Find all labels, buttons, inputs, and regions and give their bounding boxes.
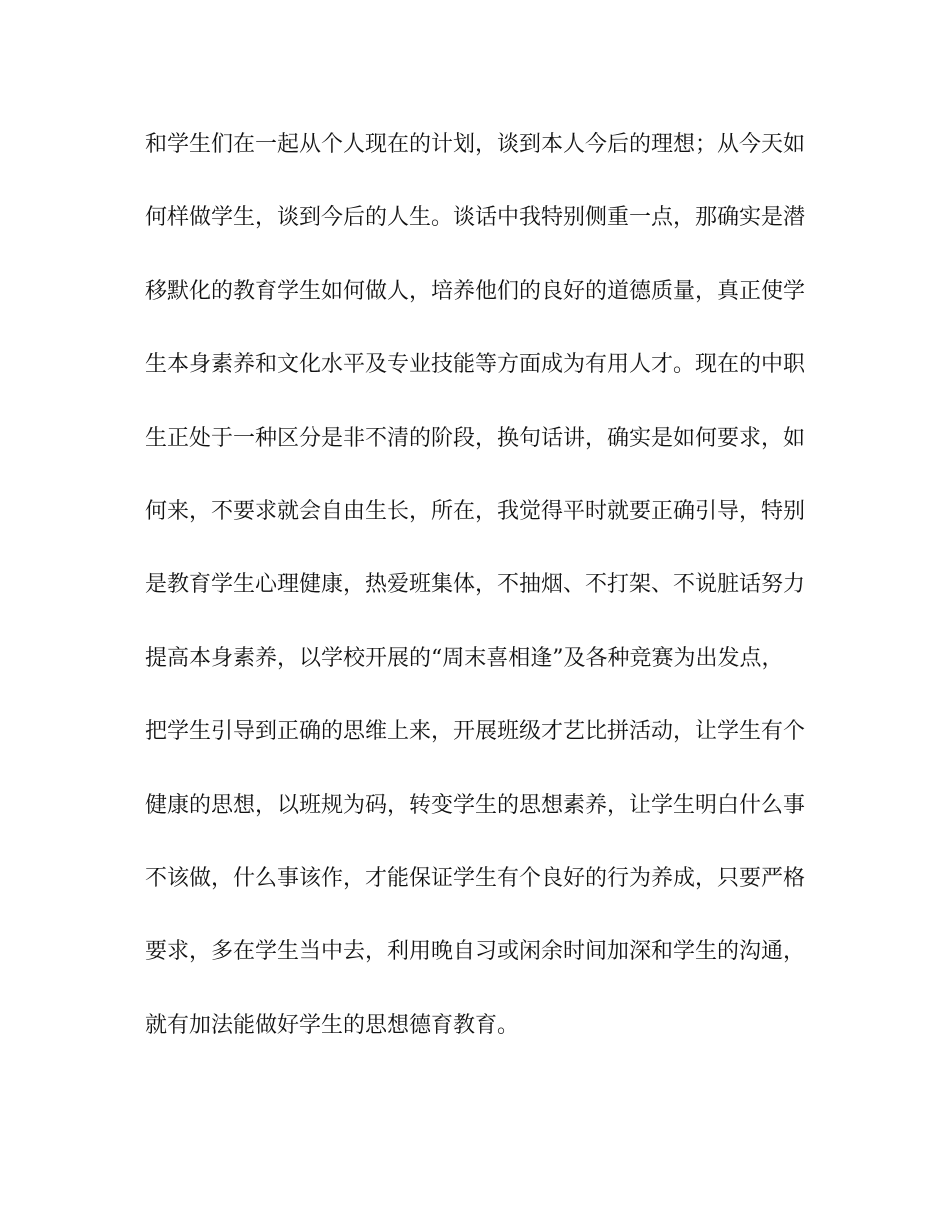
text-line: 健康的思想，以班规为码，转变学生的思想素养，让学生明白什么事 (145, 792, 806, 818)
text-line: 是教育学生心理健康，热爱班集体，不抽烟、不打架、不说脏话努力 (145, 572, 806, 598)
text-line: 和学生们在一起从个人现在的计划，谈到本人今后的理想；从今天如 (145, 132, 806, 157)
text-line: 把学生引导到正确的思维上来，开展班级才艺比拼活动，让学生有个 (145, 719, 806, 745)
text-line: 不该做，什么事该作，才能保证学生有个良好的行为养成，只要严格 (145, 865, 806, 891)
text-line: 何来，不要求就会自由生长，所在，我觉得平时就要正确引导，特别 (145, 498, 806, 524)
text-line: 提高本身素养，以学校开展的“周末喜相逢”及各种竞赛为出发点， (145, 645, 784, 671)
text-line: 何样做学生，谈到今后的人生。谈话中我特别侧重一点，那确实是潜 (145, 205, 806, 231)
text-line: 要求，多在学生当中去，利用晚自习或闲余时间加深和学生的沟通， (145, 939, 806, 965)
text-line: 生正处于一种区分是非不清的阶段，换句话讲，确实是如何要求，如 (145, 425, 806, 451)
text-line: 就有加法能做好学生的思想德育教育。 (145, 1012, 520, 1038)
text-line: 生本身素养和文化水平及专业技能等方面成为有用人才。现在的中职 (145, 352, 806, 378)
body-paragraph (145, 122, 805, 1076)
text-line: 移默化的教育学生如何做人，培养他们的良好的道德质量，真正使学 (145, 278, 806, 304)
